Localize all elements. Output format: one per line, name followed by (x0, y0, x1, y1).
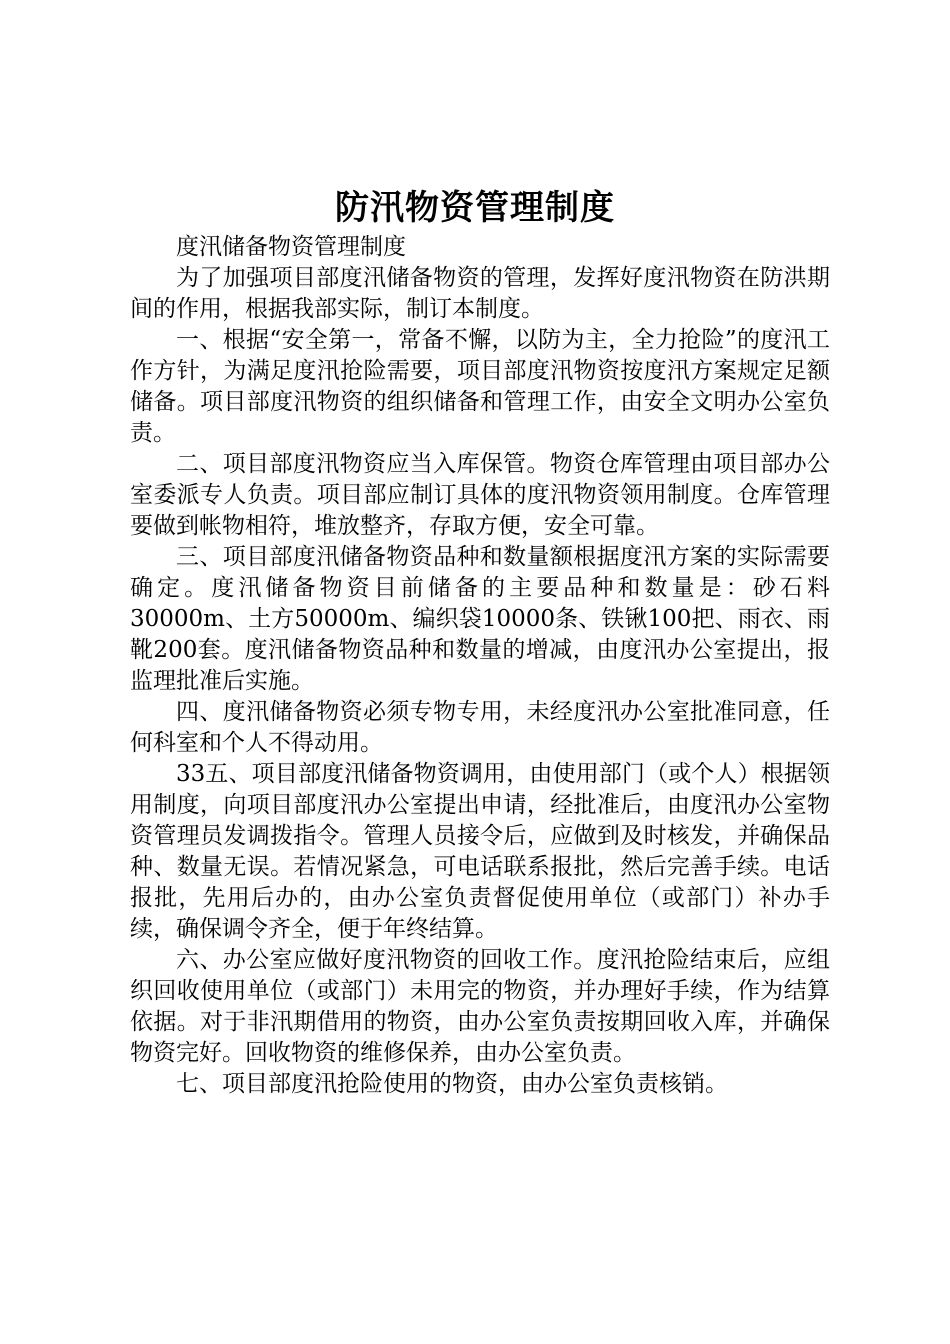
paragraph-item-6: 六、办公室应做好度汛物资的回收工作。度汛抢险结束后，应组织回收使用单位（或部门）未用完的物资，并办理好手续，作为结算依据。对于非汛期借用的物资，由办公室负责按期回收入库，并确保物资完好。回收物资的维修保养，由办公室负责。 (130, 947, 830, 1066)
paragraph-intro: 为了加强项目部度汛储备物资的管理，发挥好度汛物资在防洪期间的作用，根据我部实际，制订本制度。 (130, 265, 830, 322)
paragraph-item-1: 一、根据“安全第一，常备不懈，以防为主，全力抢险”的度汛工作方针，为满足度汛抢险需要，项目部度汛物资按度汛方案规定足额储备。项目部度汛物资的组织储备和管理工作，由安全文明办公室负责。 (130, 327, 830, 446)
paragraph-item-4: 四、度汛储备物资必须专物专用，未经度汛办公室批准同意，任何科室和个人不得动用。 (130, 699, 830, 756)
paragraph-item-3: 三、项目部度汛储备物资品种和数量额根据度汛方案的实际需要确定。度汛储备物资目前储备的主要品种和数量是：砂石料30000m、土方50000m、编织袋10000条、铁锹100把、雨衣、雨靴200套。度汛储备物资品种和数量的增减，由度汛办公室提出，报监理批准后实施。 (130, 544, 830, 694)
paragraph-subtitle: 度汛储备物资管理制度 (176, 234, 406, 260)
paragraph-item-2: 二、项目部度汛物资应当入库保管。物资仓库管理由项目部办公室委派专人负责。项目部应制订具体的度汛物资领用制度。仓库管理要做到帐物相符，堆放整齐，存取方便，安全可靠。 (130, 451, 830, 539)
paragraph-item-5: 33五、项目部度汛储备物资调用，由使用部门（或个人）根据领用制度，向项目部度汛办公室提出申请，经批准后，由度汛办公室物资管理员发调拨指令。管理人员接令后，应做到及时核发，并确保品种、数量无误。若情况紧急，可电话联系报批，然后完善手续。电话报批，先用后办的，由办公室负责督促使用单位（或部门）补办手续，确保调令齐全，便于年终结算。 (130, 761, 830, 942)
paragraph-item-7: 七、项目部度汛抢险使用的物资，由办公室负责核销。 (176, 1071, 728, 1097)
document-title: 防汛物资管理制度 (335, 188, 615, 228)
document-body (130, 232, 830, 1100)
